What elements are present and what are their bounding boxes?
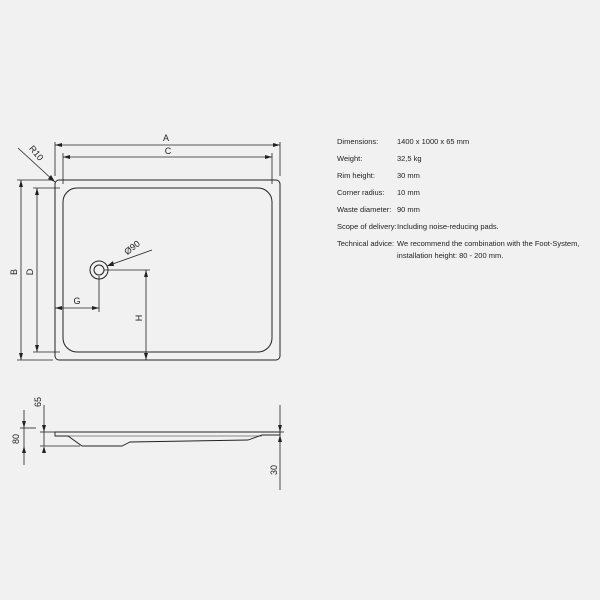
spec-value: 32,5 kg [397, 154, 422, 163]
spec-key: Technical advice: [337, 239, 395, 248]
label-b: B [9, 268, 19, 276]
spec-value: 30 mm [397, 171, 420, 180]
spec-value: 10 mm [397, 188, 420, 197]
spec-row-corner-radius [337, 187, 587, 199]
label-waste-diameter: Ø90 [122, 238, 142, 257]
label-total-height: 80 [11, 433, 21, 445]
label-rim-height: 30 [269, 464, 279, 476]
spec-key: Scope of delivery: [337, 222, 397, 231]
label-d: D [25, 268, 35, 276]
label-corner-radius: R10 [27, 143, 46, 163]
side-view-profile [55, 432, 280, 446]
tray-outline [55, 180, 280, 360]
spec-key: Dimensions: [337, 137, 379, 146]
spec-value: 90 mm [397, 205, 420, 214]
label-a: A [162, 133, 170, 143]
label-tray-height: 65 [33, 396, 43, 408]
spec-row-waste-diameter [337, 204, 587, 216]
spec-key: Corner radius: [337, 188, 385, 197]
spec-row-scope-of-delivery [337, 221, 587, 233]
spec-row-technical-advice [337, 238, 587, 262]
spec-key: Rim height: [337, 171, 375, 180]
spec-value: Including noise-reducing pads. [397, 222, 499, 231]
spec-row-dimensions [337, 136, 587, 148]
waste-outlet-inner [94, 265, 104, 275]
spec-value: 1400 x 1000 x 65 mm [397, 137, 470, 146]
label-g: G [73, 296, 81, 306]
spec-row-weight [337, 153, 587, 165]
label-c: C [164, 146, 172, 156]
spec-key: Weight: [337, 154, 363, 163]
specifications-table [337, 136, 587, 267]
spec-key: Waste diameter: [337, 205, 392, 214]
label-h: H [134, 314, 144, 322]
spec-row-rim-height [337, 170, 587, 182]
spec-value: We recommend the combination with the Foot-System, installation height: 80 - 200 mm. [397, 239, 580, 260]
